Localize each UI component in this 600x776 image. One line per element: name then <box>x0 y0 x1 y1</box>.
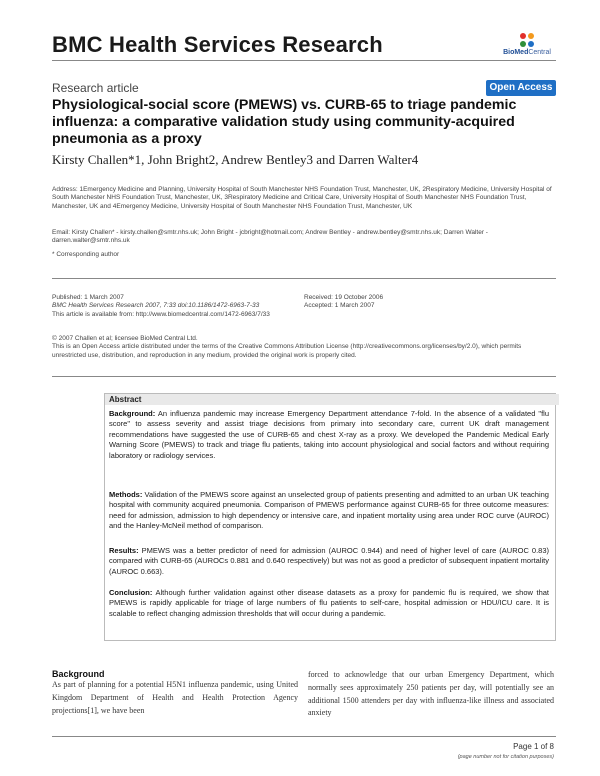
abstract-rule <box>52 376 556 377</box>
abstract-methods-label: Methods: <box>109 490 143 499</box>
copyright-block <box>52 335 552 360</box>
abstract-background <box>109 409 549 461</box>
logo-suffix: Central <box>528 49 551 56</box>
article-type: Research article <box>52 81 139 95</box>
abstract-conclusion-text: Although further validation against other disease datasets as a proxy for pandemic flu is required, we show that PMEWS is rapidly applicable for triage of large numbers of flu patients to self-care, hospital admission or HDU/ICU care. It is scalable to reflect changing admission thresholds that will occur during a pandemic. <box>109 588 549 618</box>
citation-line: BMC Health Services Research 2007, 7:33 doi:10.1186/1472-6963-7-33 <box>52 302 260 310</box>
abstract-results-label: Results: <box>109 546 139 555</box>
corresponding-author-note: * Corresponding author <box>52 251 120 258</box>
author-emails: Email: Kirsty Challen* - kirsty.challen@smtr.nhs.uk; John Bright - jcbright@hotmail.com; Andrew Bentley - andrew.bentley@smtr.nhs.uk; Darren Walter - darren.walter@smtr.nhs.uk <box>52 229 488 245</box>
logo-prefix: BioMed <box>503 49 529 56</box>
page-number: Page 1 of 8 <box>513 742 554 751</box>
license-text: This is an Open Access article distributed under the terms of the Creative Commons Attribution License (http://creativecommons.org/licenses/by/2.0), which permits unrestricted use, distribution, and reproduction in any medium, provided the original work is properly cited. <box>52 343 522 359</box>
header-rule <box>52 60 556 61</box>
received-info <box>304 294 504 311</box>
availability-link[interactable]: This article is available from: http://www.biomedcentral.com/1472-6963/7/33 <box>52 310 270 318</box>
footer-rule <box>52 736 556 737</box>
abstract-results <box>109 546 549 577</box>
abstract-heading: Abstract <box>105 394 559 405</box>
abstract-methods-text: Validation of the PMEWS score against an unselected group of patients presenting and admitted to an urban UK teaching hospital with community acquired pneumonia. Comparison of PMEWS performance against CURB-65 for three outcome measures: need for admission, admission to high dependency or intensive care, and inpatient mortality using area under ROC curve (AUROC) and the Hanley-McNeil method of comparison. <box>109 490 549 531</box>
published-date: Published: 1 March 2007 <box>52 294 124 301</box>
copyright-line: © 2007 Challen et al; licensee BioMed Central Ltd. <box>52 335 198 342</box>
received-date: Received: 19 October 2006 <box>304 294 384 301</box>
biomed-central-logo <box>497 33 557 56</box>
abstract-conclusion-label: Conclusion: <box>109 588 153 597</box>
body-column-right: forced to acknowledge that our urban Emergency Department, which normally sees approximately 250 patients per day, will potentially see an additional 1500 attenders per day with influenza-like illness and associated anxiety <box>308 670 554 718</box>
logo-mark-icon <box>520 33 534 47</box>
section-heading-background: Background <box>52 669 105 679</box>
abstract-background-text: An influenza pandemic may increase Emergency Department attendance 7-fold. In the absence of a validated "flu score" to assess severity and assist triage decisions from primary into secondary care, current UK draft management recommendations have suggested the use of CURB-65 and chest X-ray as a proxy. We developed the Pandemic Medical Early Warning Score (PMEWS) to track and triage flu patients, taking into account physiological and social factors and without requiring laboratory or radiology services. <box>109 409 549 460</box>
abstract-methods <box>109 490 549 532</box>
info-rule <box>52 278 556 279</box>
body-column-left: As part of planning for a potential H5N1 influenza pandemic, using United Kingdom Department of Health and Health Protection Agency projections[1], we have been <box>52 680 298 715</box>
article-title: Physiological-social score (PMEWS) vs. CURB-65 to triage pandemic influenza: a comparative validation study using community-acquired pneumonia as a proxy <box>52 97 517 147</box>
abstract-background-label: Background: <box>109 409 156 418</box>
journal-title: BMC Health Services Research <box>52 32 383 57</box>
abstract-conclusion <box>109 588 549 619</box>
abstract-box <box>104 393 556 641</box>
open-access-badge: Open Access <box>486 80 556 96</box>
accepted-date: Accepted: 1 March 2007 <box>304 302 375 310</box>
abstract-results-text: PMEWS was a better predictor of need for admission (AUROC 0.944) and need of higher level of care (AUROC 0.83) compared with CURB-65 (AUROCs 0.881 and 0.640 respectively) but was not as good a predictor of subsequent inpatient mortality (AUROC 0.663). <box>109 546 549 576</box>
author-addresses: Address: 1Emergency Medicine and Planning, University Hospital of South Manchester NHS Foundation Trust, Manchester, UK, 2Respiratory Medicine, University Hospital of South Manchester NHS Foundation Trust, Manchester, UK, 3Respiratory Medicine and Critical Care, University Hospital of South Manchester NHS Foundation Trust, Manchester, UK and 4Emergency Medicine, University Hospital of South Manchester NHS Foundation Trust, Manchester, UK <box>52 186 552 210</box>
author-list: Kirsty Challen*1, John Bright2, Andrew Bentley3 and Darren Walter4 <box>52 152 419 167</box>
publication-info <box>52 294 312 319</box>
page-number-note: (page number not for citation purposes) <box>457 754 554 760</box>
